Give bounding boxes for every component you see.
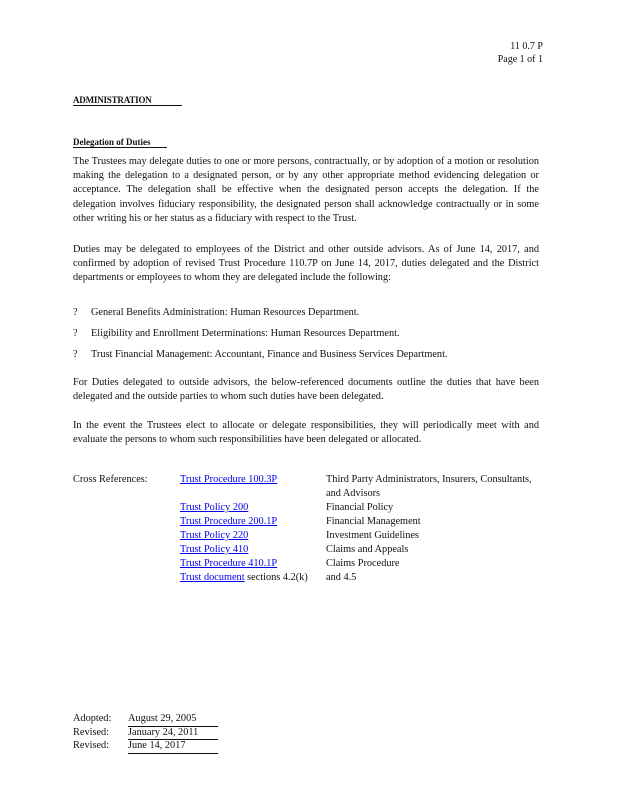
history-date: June 14, 2017 — [128, 739, 218, 754]
bullet-marker: ? — [73, 328, 78, 339]
cross-reference-sections: sections 4.2(k) — [244, 572, 308, 583]
history-date: August 29, 2005 — [128, 712, 218, 727]
paragraph-delegation: The Trustees may delegate duties to one or more persons, contractually, or by adoption of a motion or resolution making the delegation to a designated person, or by any other appropriate method evidencing delegation or acceptance. The delegation shall be effective when the designated person accepts the delegation. If the delegation involves fiduciary responsibility, the designated person shall acknowledge contractually or in some other writing his or her status as a fiduciary with respect to the Trust. — [73, 156, 539, 224]
cross-reference-description: Financial Management — [326, 516, 421, 527]
cross-reference-description: Claims Procedure — [326, 558, 400, 569]
page-number: Page 1 of 1 — [497, 54, 543, 65]
subheading: Delegation of Duties — [73, 137, 167, 148]
cross-reference-link[interactable]: Trust Procedure 410.1P — [180, 558, 278, 569]
cross-reference-link[interactable]: Trust Policy 410 — [180, 544, 249, 555]
list-item — [73, 327, 448, 348]
list-item-text: Eligibility and Enrollment Determinations: Human Resources Department. — [91, 328, 400, 339]
list-item-text: General Benefits Administration: Human Resources Department. — [91, 307, 360, 318]
cross-reference-description: Investment Guidelines — [326, 530, 419, 541]
history-label: Adopted: — [73, 713, 112, 724]
cross-reference-description: Financial Policy — [326, 502, 394, 513]
history-date: January 24, 2011 — [128, 726, 218, 741]
bullet-marker: ? — [73, 349, 78, 360]
list-item — [73, 306, 448, 327]
document-header — [498, 40, 543, 66]
cross-references-label: Cross References: — [73, 474, 148, 485]
cross-reference-link[interactable]: Trust Policy 200 — [180, 502, 249, 513]
section-heading: ADMINISTRATION — [73, 95, 182, 106]
history-label: Revised: — [73, 740, 110, 751]
cross-reference-link[interactable]: Trust Procedure 100.3P — [180, 474, 278, 485]
cross-reference-description: Claims and Appeals — [326, 544, 409, 555]
paragraph-duties: Duties may be delegated to employees of the District and other outside advisors. As of June 14, 2017, and confirmed by adoption of revised Trust Procedure 110.7P on June 14, 2017, duties delegated and the District departments or employees to whom they are delegated include the following: — [73, 244, 539, 284]
list-item — [73, 348, 448, 369]
duties-list — [73, 306, 448, 369]
cross-reference-link[interactable]: Trust Policy 220 — [180, 530, 249, 541]
cross-reference-description: and 4.5 — [326, 572, 357, 583]
paragraph-allocation: In the event the Trustees elect to allocate or delegate responsibilities, they will periodically meet with and evaluate the persons to whom such responsibilities have been delegated or allocated. — [73, 420, 539, 446]
document-number: 11 0.7 P — [510, 41, 543, 52]
bullet-marker: ? — [73, 307, 78, 318]
history-label: Revised: — [73, 726, 110, 738]
list-item-text: Trust Financial Management: Accountant, Finance and Business Services Department. — [91, 349, 448, 360]
cross-reference-link[interactable]: Trust Procedure 200.1P — [180, 516, 278, 527]
paragraph-outside-advisors: For Duties delegated to outside advisors, the below-referenced documents outline the duties that have been delegated and the outside parties to whom such duties have been delegated. — [73, 377, 539, 403]
cross-reference-description: Third Party Administrators, Insurers, Consultants, and Advisors — [326, 474, 532, 499]
cross-reference-link[interactable]: Trust document — [180, 572, 245, 583]
